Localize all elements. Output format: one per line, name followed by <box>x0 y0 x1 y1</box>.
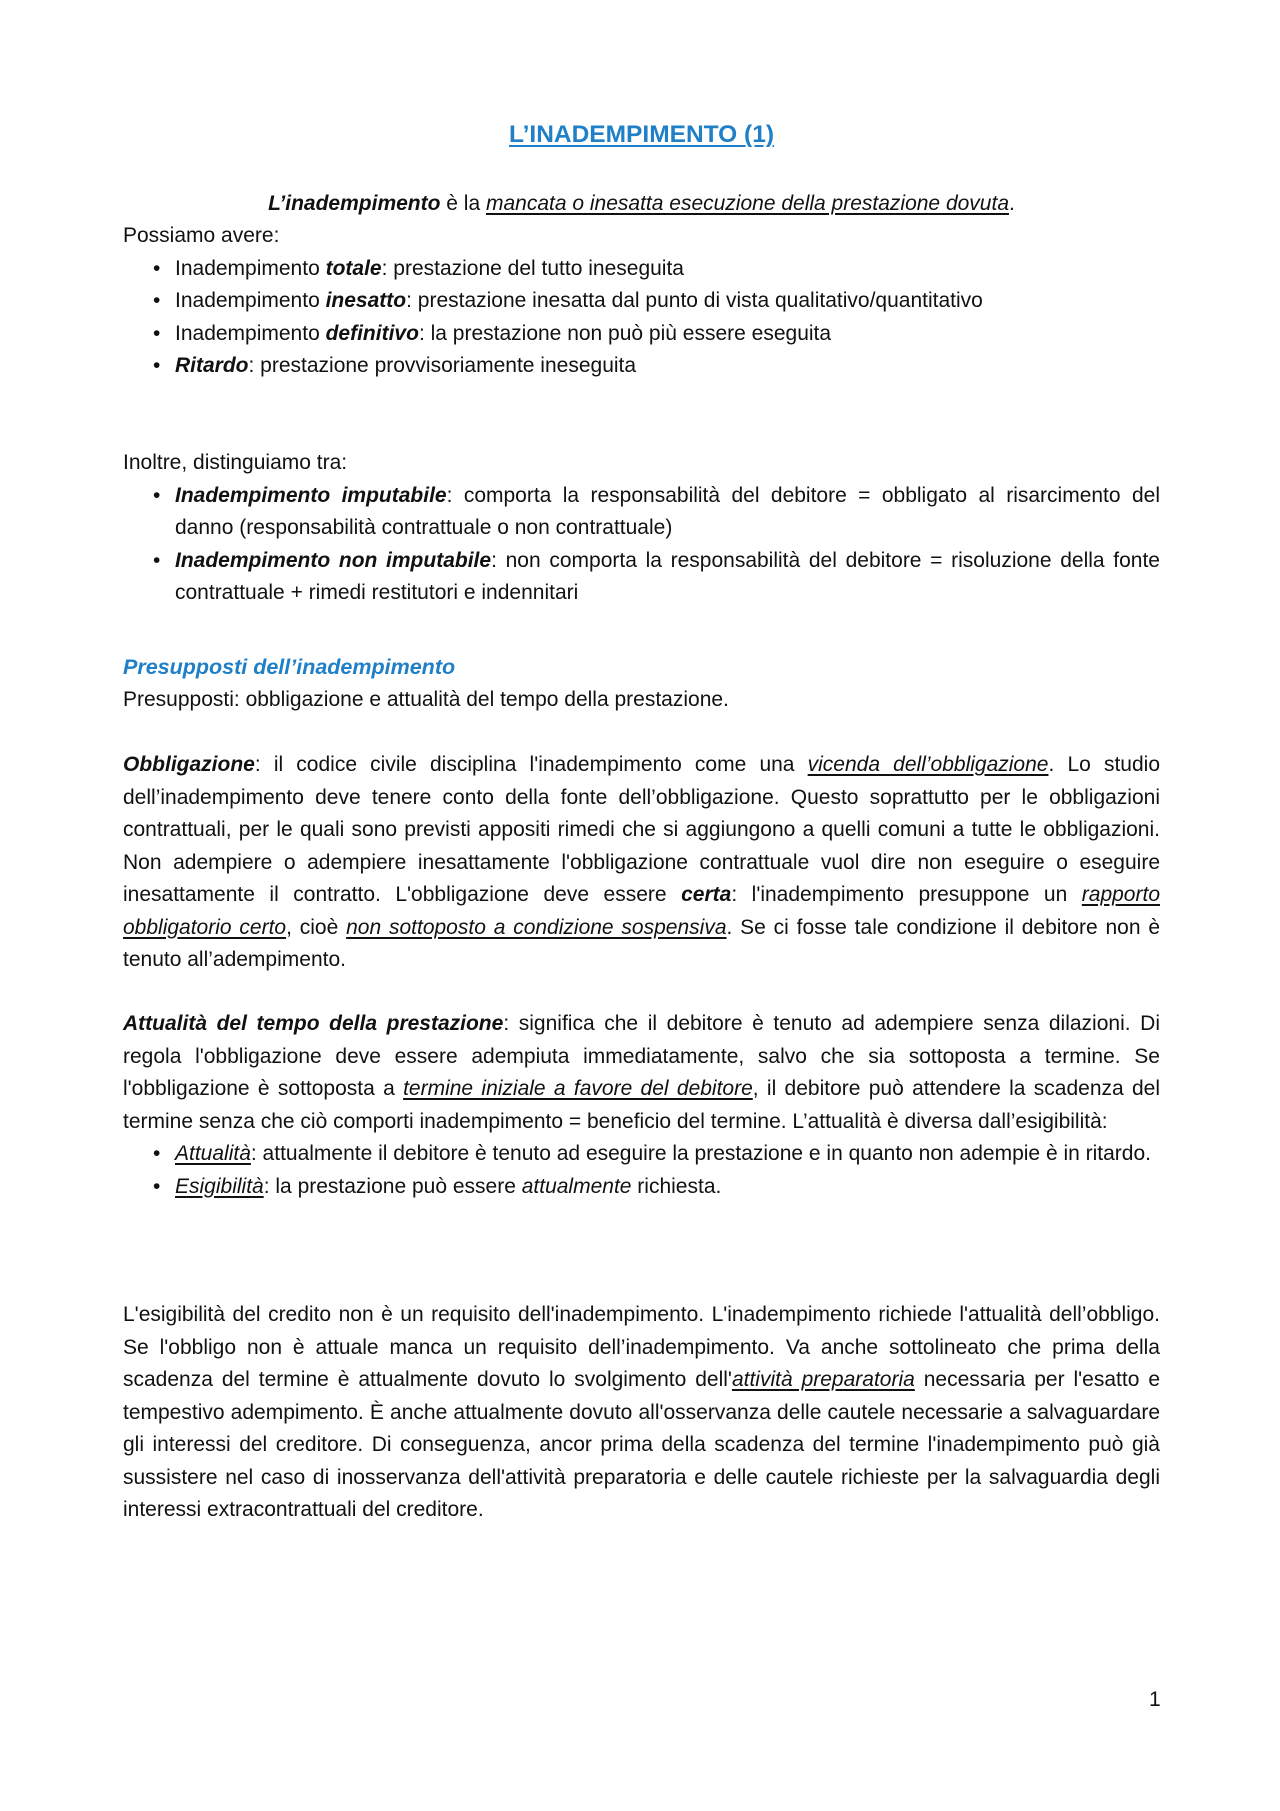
item-prefix: Inadempimento <box>175 289 326 312</box>
page-number: 1 <box>1149 1688 1161 1711</box>
bullet-icon: • <box>153 1174 161 1198</box>
item-prefix: Inadempimento <box>175 256 326 280</box>
list-item <box>153 350 1160 383</box>
item-text: : prestazione provvisoriamente ineseguita <box>248 354 637 377</box>
paragraph-underlined: attività preparatoria <box>731 1368 915 1391</box>
page-title: L’INADEMPIMENTO (1) <box>509 121 774 148</box>
bullet-icon: • <box>153 321 161 345</box>
list-item <box>153 318 1160 351</box>
item-text: : la prestazione non può più essere eseguita <box>418 321 832 345</box>
definition-term: L’inadempimento <box>268 192 441 215</box>
types-block <box>123 220 1160 383</box>
list-item <box>153 545 1160 610</box>
section-block <box>123 651 1160 716</box>
paragraph-text: : significa che il debitore è tenuto ad adempiere senza dilazioni. Di regola l'obbligazione deve essere adempiuta immediatamente, salvo che sia sottoposta a termine. Se l'obbligazione è sottoposta a <box>123 1012 1161 1100</box>
bullet-icon: • <box>153 483 161 507</box>
paragraph-term: Obbligazione <box>123 753 255 776</box>
item-text: richiesta. <box>631 1174 722 1198</box>
definition-underlined: mancata o inesatta esecuzione della prestazione dovuta <box>485 192 1009 215</box>
item-emphasis: inesatto <box>325 289 407 312</box>
paragraph-text: , cioè <box>286 915 347 939</box>
paragraph-underlined: rapporto obbligatorio certo <box>123 883 1160 939</box>
item-text: : attualmente il debitore è tenuto ad eseguire la prestazione e in quanto non adempie è in ritardo. <box>250 1142 1151 1165</box>
paragraph-text: necessaria per l'esatto e tempestivo adempimento. È anche attualmente dovuto all'osservanza delle cautele necessarie a salvaguardare gli interessi del creditore. Di conseguenza, ancor prima della scadenza del termine l'inadempimento può già sussistere nel caso di inosservanza dell'attività preparatoria e delle cautele richieste per la salvaguardia degli interessi extracontrattuali del creditore. <box>123 1368 1160 1521</box>
distinction-list <box>123 480 1160 610</box>
attualita-list <box>123 1138 1160 1203</box>
bullet-icon: • <box>153 289 161 312</box>
item-text: : non comporta la responsabilità del debitore = risoluzione della fonte contrattuale + rimedi restitutori e indennitari <box>175 548 1160 604</box>
item-emphasis: Esigibilità <box>175 1174 264 1198</box>
distinction-block <box>123 447 1160 610</box>
section-heading: Presupposti dell’inadempimento <box>123 655 456 679</box>
item-italic: attualmente <box>521 1174 632 1198</box>
list-item <box>153 253 1160 286</box>
paragraph-text: . Se ci fosse tale condizione il debitore non è tenuto all’adempimento. <box>123 915 1161 971</box>
section-intro: Presupposti: obbligazione e attualità del tempo della prestazione. <box>123 687 729 711</box>
list-item <box>153 285 1160 318</box>
list-item <box>153 1138 1160 1171</box>
types-list <box>123 253 1160 383</box>
paragraph-text: L'esigibilità del credito non è un requisito dell'inadempimento. L'inadempimento richiede l'attualità dell’obbligo. Se l'obbligo non è attuale manca un requisito dell’inadempimento. Va anche sottolineato che prima della scadenza del termine è attualmente dovuto lo svolgimento dell' <box>123 1303 1160 1391</box>
closing-paragraph <box>123 1299 1160 1527</box>
definition-line <box>123 188 1160 221</box>
paragraph-underlined: vicenda dell’obbligazione <box>807 753 1049 776</box>
item-emphasis: totale <box>325 256 382 280</box>
item-text: : prestazione inesatta dal punto di vista qualitativo/quantitativo <box>406 289 983 312</box>
item-prefix: Inadempimento <box>175 321 326 345</box>
paragraph-text: : l'inadempimento presuppone un <box>731 883 1082 906</box>
paragraph-underlined: termine iniziale a favore del debitore <box>403 1077 753 1100</box>
item-emphasis: Attualità <box>175 1142 251 1165</box>
paragraph-emphasis: certa <box>681 883 732 906</box>
item-emphasis: definitivo <box>325 321 419 345</box>
list-item <box>153 480 1160 545</box>
bullet-icon: • <box>153 548 161 572</box>
paragraph-text: . Lo studio dell’inadempimento deve tenere conto della fonte dell’obbligazione. Questo soprattutto per le obbligazioni contrattuali, per le quali sono previsti appositi rimedi che si aggiungono a quelli comuni a tutte le obbligazioni. Non adempiere o adempiere inesattamente l'obbligazione contrattuale vuol dire non eseguire o eseguire inesattamente il contratto. L'obbligazione deve essere <box>123 753 1161 906</box>
bullet-icon: • <box>153 256 161 280</box>
paragraph-text: : il codice civile disciplina l'inadempimento come una <box>254 753 808 776</box>
bullet-icon: • <box>153 354 161 377</box>
paragraph-underlined: non sottoposto a condizione sospensiva <box>346 915 727 939</box>
types-intro: Possiamo avere: <box>123 224 280 247</box>
distinction-intro: Inoltre, distinguiamo tra: <box>123 451 348 474</box>
paragraph-text: , il debitore può attendere la scadenza del termine senza che ciò comporti inadempimento = beneficio del termine. L’attualità è diversa dall’esigibilità: <box>123 1077 1160 1133</box>
item-text: : prestazione del tutto ineseguita <box>381 256 684 280</box>
list-item <box>153 1171 1160 1204</box>
definition-end: . <box>1009 192 1015 215</box>
item-emphasis: Ritardo <box>175 354 249 377</box>
item-text: : comporta la responsabilità del debitore = obbligato al risarcimento del danno (responsabilità contrattuale o non contrattuale) <box>175 483 1160 539</box>
item-emphasis: Inadempimento non imputabile <box>175 548 492 572</box>
bullet-icon: • <box>153 1142 161 1165</box>
attualita-paragraph <box>123 1008 1160 1203</box>
item-text: : la prestazione può essere <box>263 1174 522 1198</box>
item-emphasis: Inadempimento imputabile <box>175 483 447 507</box>
paragraph-term: Attualità del tempo della prestazione <box>123 1012 504 1035</box>
definition-mid: è la <box>440 192 486 215</box>
obbligazione-paragraph <box>123 749 1160 977</box>
